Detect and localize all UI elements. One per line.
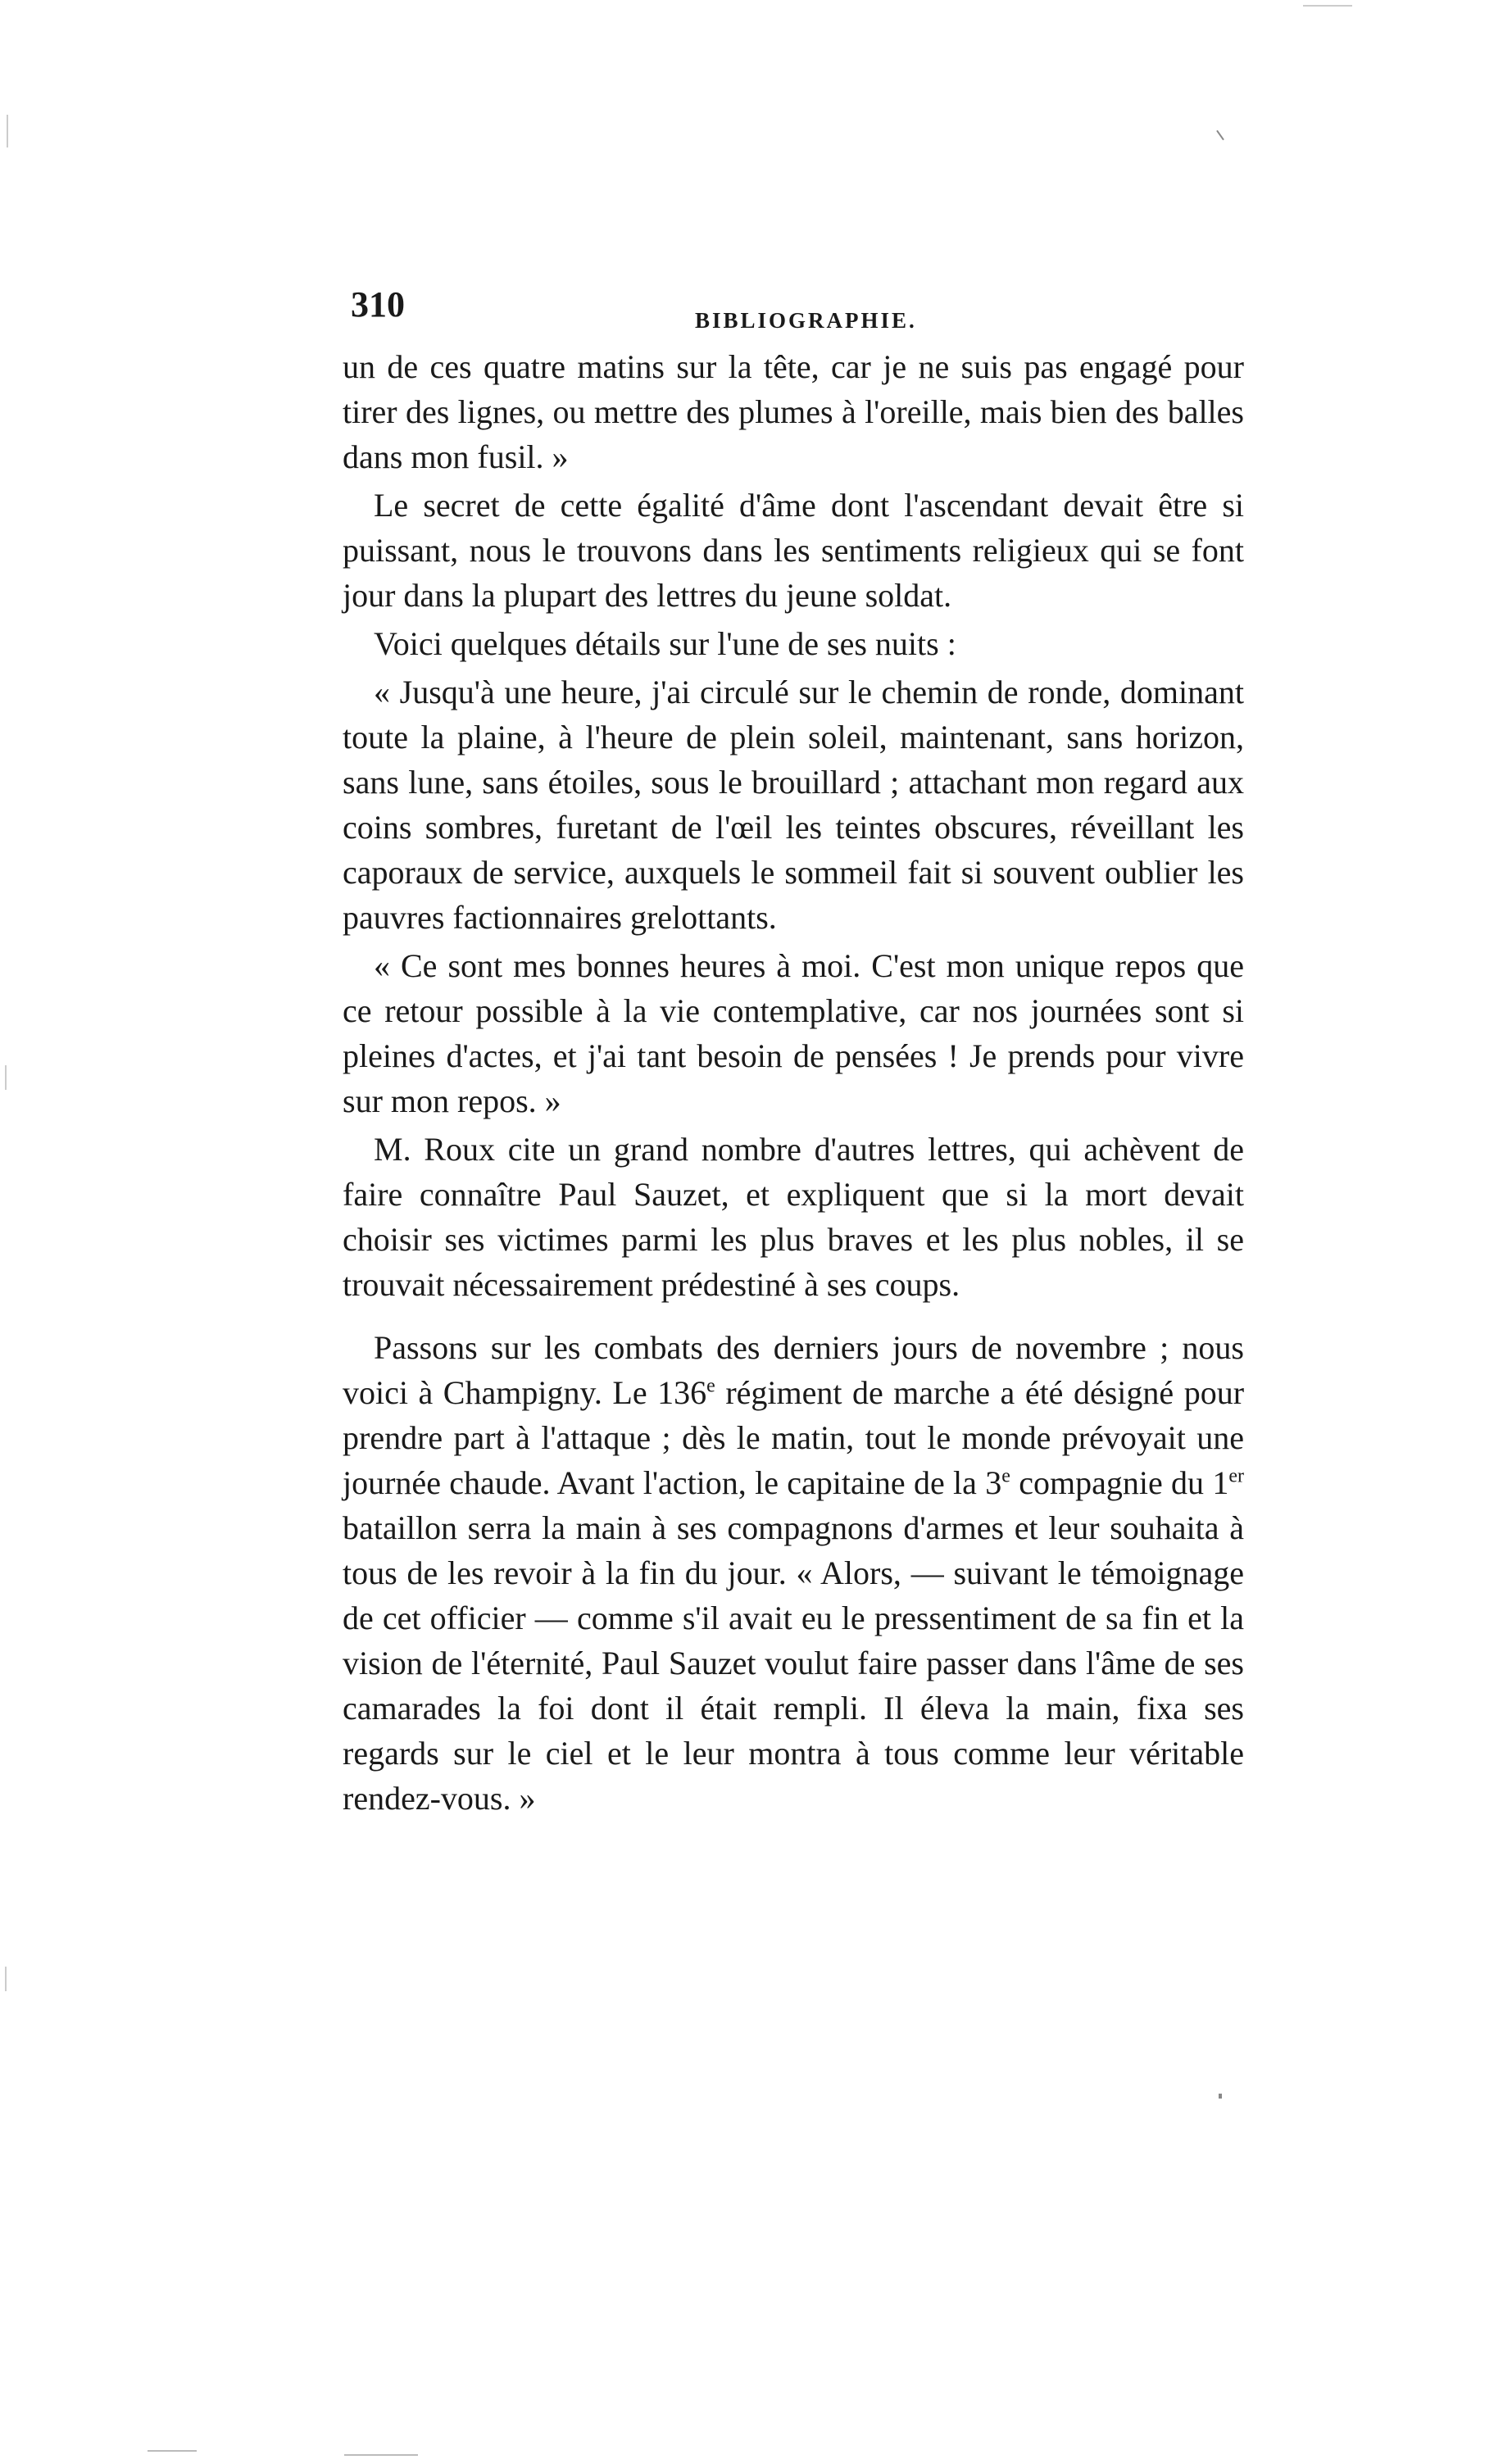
paragraph-7-part-c: compagnie du 1 — [1010, 1464, 1229, 1501]
superscript-e: e — [706, 1375, 715, 1397]
page-header — [351, 284, 1252, 341]
scan-speck — [5, 1967, 7, 1991]
scan-speck — [148, 2450, 197, 2452]
paragraph-7-part-a: Passons sur les combats des derniers jours de novembre ; nous voici à Champigny. Le 136 — [343, 1329, 1244, 1411]
paragraph-6: M. Roux cite un grand nombre d'autres lettres, qui achèvent de faire connaître Paul Sauzet, et expliquent que si la mort devait choisir ses victimes parmi les plus braves et les plus nobles, il se trouvait nécessairement prédestiné à ses coups. — [343, 1131, 1244, 1303]
scan-speck — [1216, 130, 1224, 141]
superscript-e: e — [1001, 1465, 1010, 1487]
scan-speck — [344, 2454, 418, 2456]
paragraph-7-part-d: bataillon serra la main à ses compagnons d'armes et leur souhaita à tous de les revoir à la fin du jour. « Alors, — suivant le témoignage de cet officier — comme s'il avait eu le pressentiment de sa fin et la vision de l'éternité, Paul Sauzet voulut faire passer dans l'âme de ses camarades la foi dont il était rempli. Il éleva la main, fixa ses regards sur le ciel et le leur montra à tous comme leur véritable rendez-vous. » — [343, 1509, 1244, 1817]
paragraph-4: « Jusqu'à une heure, j'ai circulé sur le chemin de ronde, dominant toute la plaine, à l'heure de plein soleil, maintenant, sans horizon, sans lune, sans étoiles, sous le brouillard ; attachant mon regard aux coins sombres, furetant de l'œil les teintes obscures, réveillant les caporaux de service, auxquels le sommeil fait si souvent oublier les pauvres factionnaires grelottants. — [343, 674, 1244, 936]
paragraph-2: Le secret de cette égalité d'âme dont l'ascendant devait être si puissant, nous le trouvons dans les sentiments religieux qui se font jour dans la plupart des lettres du jeune soldat. — [343, 487, 1244, 614]
scan-speck — [1219, 2094, 1222, 2099]
body-text — [343, 344, 1244, 1824]
paragraph-5: « Ce sont mes bonnes heures à moi. C'est mon unique repos que ce retour possible à la vie contemplative, car nos journées sont si pleines d'actes, et j'ai tant besoin de pensées ! Je prends pour vivre sur mon repos. » — [343, 947, 1244, 1119]
scan-speck — [5, 1065, 7, 1090]
page-number: 310 — [351, 284, 405, 324]
superscript-er: er — [1228, 1465, 1244, 1487]
paragraph-7 — [343, 1325, 1244, 1821]
paragraph-1: un de ces quatre matins sur la tête, car je ne suis pas engagé pour tirer des lignes, ou mettre des plumes à l'oreille, mais bien des balles dans mon fusil. » — [343, 348, 1244, 475]
scan-speck — [1303, 5, 1352, 7]
paragraph-3: Voici quelques détails sur l'une de ses nuits : — [374, 625, 956, 662]
paragraph-7-part-b: régiment de marche a été désigné pour prendre part à l'attaque ; dès le matin, tout le monde prévoyait une journée chaude. Avant l'action, le capitaine de la 3 — [343, 1374, 1245, 1501]
running-head: BIBLIOGRAPHIE. — [695, 308, 917, 333]
scan-speck — [7, 115, 8, 147]
